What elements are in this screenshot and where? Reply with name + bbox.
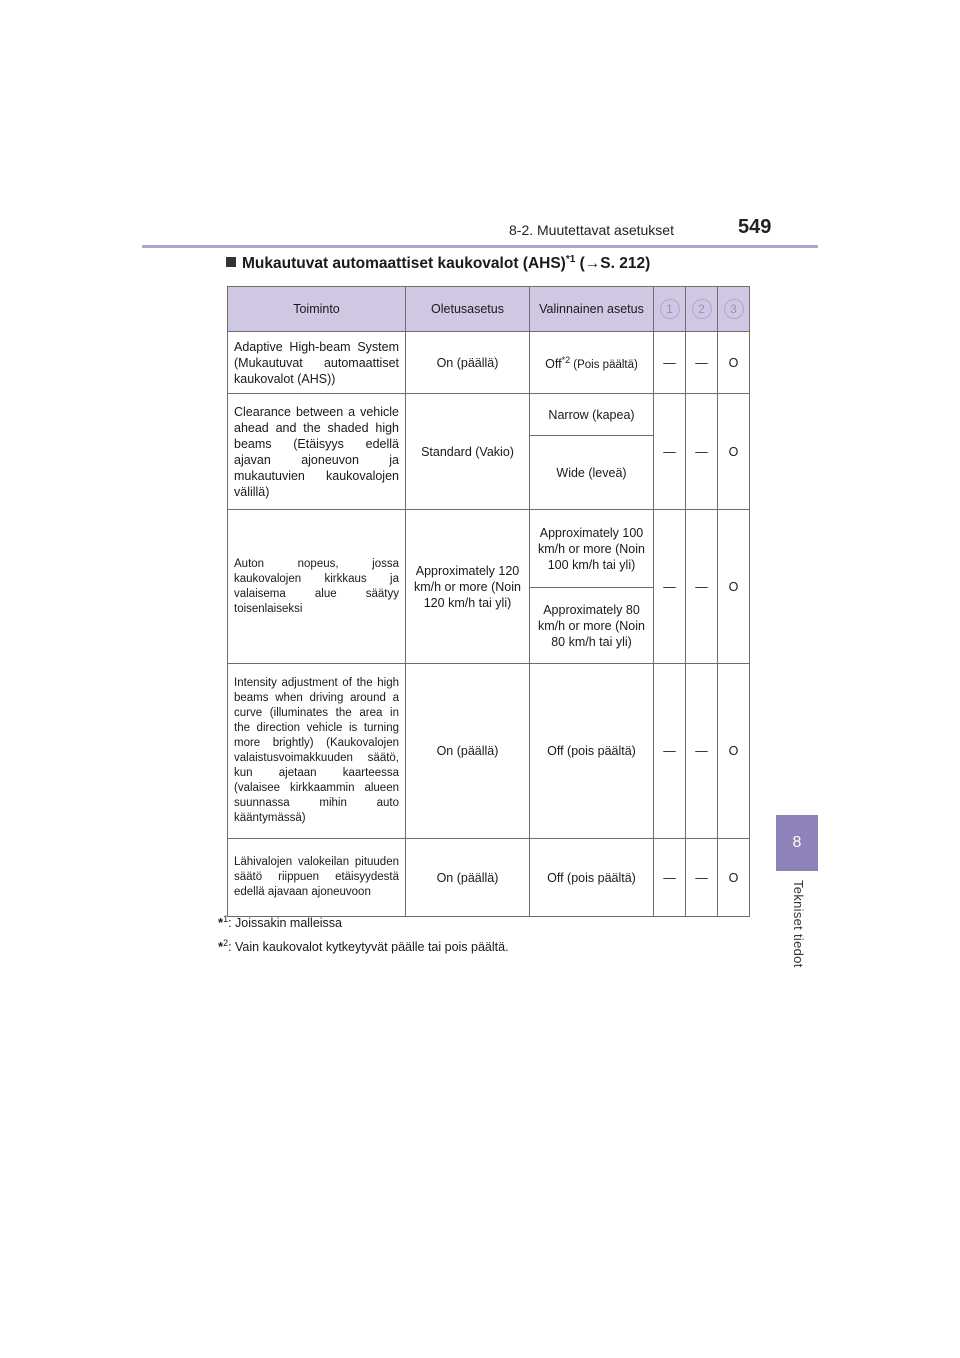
chapter-number: 8 <box>792 834 802 851</box>
row-default: On (päällä) <box>406 332 530 394</box>
row-col1: — <box>654 839 686 917</box>
footnote-text: : Vain kaukovalot kytkeytyvät päälle tai pois päältä. <box>228 940 509 955</box>
footnote-2 <box>218 938 509 954</box>
row-col3: O <box>718 394 750 510</box>
row-option: Approximately 100 km/h or more (Noin 100 km/h tai yli) <box>530 510 654 588</box>
circled-number-2-icon: 2 <box>692 299 712 319</box>
table-row <box>228 332 750 394</box>
footnote-1 <box>218 914 509 930</box>
row-col3: O <box>718 332 750 394</box>
row-option: Approximately 80 km/h or more (Noin 80 km/h tai yli) <box>530 588 654 664</box>
row-option <box>530 332 654 394</box>
row-default: Approximately 120 km/h or more (Noin 120 km/h tai yli) <box>406 510 530 664</box>
footnote-number: 1 <box>223 914 229 924</box>
row-default: On (päällä) <box>406 664 530 839</box>
row-col2: — <box>686 839 718 917</box>
row-option: Wide (leveä) <box>530 436 654 510</box>
option-footnote-mark: *2 <box>561 354 571 365</box>
row-col1: — <box>654 664 686 839</box>
row-default: Standard (Vakio) <box>406 394 530 510</box>
row-function: Adaptive High-beam System (Mukautuvat automaattiset kaukovalot (AHS)) <box>228 332 406 394</box>
header-col1 <box>654 287 686 332</box>
row-default: On (päällä) <box>406 839 530 917</box>
row-option: Off (pois päältä) <box>530 664 654 839</box>
header-divider <box>142 245 818 248</box>
footnote-text: : Joissakin malleissa <box>228 916 343 931</box>
row-option: Off (pois päältä) <box>530 839 654 917</box>
header-function: Toiminto <box>228 287 406 332</box>
footnotes <box>218 914 509 962</box>
table-row <box>228 510 750 588</box>
chapter-tab[interactable] <box>776 815 818 871</box>
section-title-footnote-mark: *1 <box>565 254 576 265</box>
row-col3: O <box>718 839 750 917</box>
header-optional: Valinnainen asetus <box>530 287 654 332</box>
footnote-asterisk: * <box>218 915 224 931</box>
chapter-label: Tekniset tiedot <box>791 880 806 968</box>
row-col2: — <box>686 510 718 664</box>
row-col1: — <box>654 394 686 510</box>
row-function: Clearance between a vehicle ahead and the shaded high beams (Etäisyys edellä ajavan ajoneuvon ja mukautuvien kaukovalojen välillä) <box>228 394 406 510</box>
row-col2: — <box>686 332 718 394</box>
row-option: Narrow (kapea) <box>530 394 654 436</box>
row-function: Intensity adjustment of the high beams when driving around a curve (illuminates the area in the direction vehicle is turning more brightly) (Kaukovalojen valaistusvoimakkuuden säätö, kun ajetaan kaarteessa (valaisee kirkkaammin alueen suunnassa mihin auto kääntymässä) <box>228 664 406 839</box>
table-row <box>228 664 750 839</box>
table-header-row <box>228 287 750 332</box>
option-suffix: (Pois päältä) <box>570 359 638 372</box>
circled-number-3-icon: 3 <box>724 299 744 319</box>
row-col3: O <box>718 664 750 839</box>
header-col2 <box>686 287 718 332</box>
header-col3 <box>718 287 750 332</box>
row-col1: — <box>654 332 686 394</box>
section-title <box>226 254 650 273</box>
running-header-section: 8-2. Muutettavat asetukset <box>509 222 674 238</box>
table-row <box>228 394 750 436</box>
footnote-number: 2 <box>223 938 229 949</box>
row-col2: — <box>686 394 718 510</box>
section-page-reference: (→S. 212) <box>575 255 651 273</box>
header-default: Oletusasetus <box>406 287 530 332</box>
footnote-asterisk: * <box>218 939 224 955</box>
row-function: Lähivalojen valokeilan pituuden säätö riippuen etäisyydestä edellä ajavaan ajoneuvoon <box>228 839 406 917</box>
row-col2: — <box>686 664 718 839</box>
square-bullet-icon <box>226 257 236 267</box>
option-label: Off <box>545 357 562 372</box>
settings-table <box>227 286 750 917</box>
row-function: Auton nopeus, jossa kaukovalojen kirkkaus ja valaisema alue säätyy toisenlaiseksi <box>228 510 406 664</box>
section-title-text: Mukautuvat automaattiset kaukovalot (AHS) <box>242 255 566 273</box>
page-number: 549 <box>738 216 772 238</box>
row-col3: O <box>718 510 750 664</box>
table-row <box>228 839 750 917</box>
row-col1: — <box>654 510 686 664</box>
circled-number-1-icon: 1 <box>660 299 680 319</box>
